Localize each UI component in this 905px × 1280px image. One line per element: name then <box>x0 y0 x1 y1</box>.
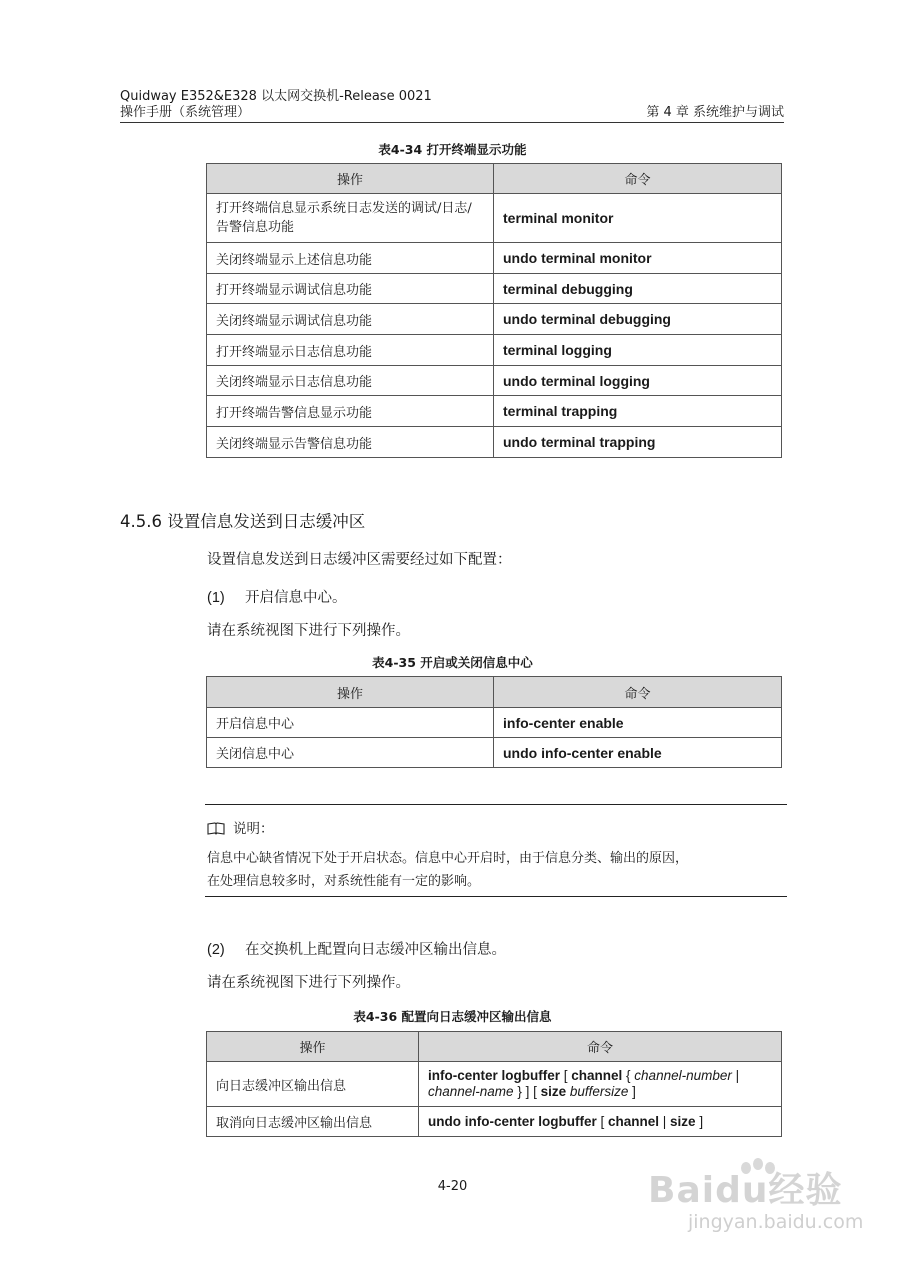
column-header-command: 命令 <box>494 677 782 708</box>
header-title: Quidway E352&E328 以太网交换机-Release 0021 <box>120 89 432 104</box>
baidu-watermark-text: Baidu经验 <box>648 1170 843 1211</box>
table-36-caption: 表4-36 配置向日志缓冲区输出信息 <box>353 1009 552 1024</box>
step-1-number: (1) <box>207 590 225 606</box>
baidu-watermark-url: jingyan.baidu.com <box>688 1211 864 1233</box>
operation-cell: 关闭终端显示日志信息功能 <box>207 366 494 396</box>
operation-cell: 打开终端信息显示系统日志发送的调试/日志/告警信息功能 <box>207 194 494 243</box>
table-row <box>207 1062 782 1107</box>
step-1-instruction: 请在系统视图下进行下列操作。 <box>207 623 410 639</box>
table-row <box>207 335 782 366</box>
table-row <box>207 274 782 304</box>
table-row <box>207 194 782 243</box>
step-2-text: 在交换机上配置向日志缓冲区输出信息。 <box>245 942 506 958</box>
command-syntax: [ <box>596 1114 608 1129</box>
operation-cell: 关闭终端显示调试信息功能 <box>207 304 494 335</box>
operation-cell: 关闭终端显示上述信息功能 <box>207 243 494 274</box>
command-cell: undo info-center enable <box>494 738 782 768</box>
command-parameter: channel-name <box>428 1084 514 1099</box>
step-1-text: 开启信息中心。 <box>245 590 347 606</box>
command-cell: undo terminal logging <box>494 366 782 396</box>
column-header-command: 命令 <box>419 1032 782 1062</box>
command-syntax: ] <box>628 1084 636 1099</box>
command-keyword: channel <box>608 1114 660 1129</box>
operation-cell: 打开终端告警信息显示功能 <box>207 396 494 427</box>
command-cell: terminal logging <box>494 335 782 366</box>
column-header-operation: 操作 <box>207 164 494 194</box>
baidu-watermark-logo <box>648 1162 842 1213</box>
column-header-command: 命令 <box>494 164 782 194</box>
table-row <box>207 396 782 427</box>
table-row <box>207 1107 782 1137</box>
command-keyword: size <box>540 1084 567 1099</box>
command-cell: undo terminal monitor <box>494 243 782 274</box>
operation-cell: 关闭信息中心 <box>207 738 494 768</box>
header-chapter: 第 4 章 系统维护与调试 <box>646 105 784 120</box>
command-keyword: size <box>670 1114 696 1129</box>
table-row <box>207 708 782 738</box>
note-line-2: 在处理信息较多时，对系统性能有一定的影响。 <box>207 874 481 889</box>
operation-cell: 关闭终端显示告警信息功能 <box>207 427 494 458</box>
command-keyword: info-center logbuffer <box>428 1068 560 1083</box>
command-cell: terminal trapping <box>494 396 782 427</box>
command-cell: terminal monitor <box>494 194 782 243</box>
step-1 <box>207 586 347 607</box>
command-cell: undo terminal trapping <box>494 427 782 458</box>
command-keyword: undo info-center logbuffer <box>428 1114 597 1129</box>
operation-cell: 取消向日志缓冲区输出信息 <box>207 1107 419 1137</box>
command-cell <box>419 1107 782 1137</box>
section-heading: 4.5.6 设置信息发送到日志缓冲区 <box>120 512 366 531</box>
header-rule <box>120 122 784 123</box>
step-2-number: (2) <box>207 942 225 958</box>
operation-cell: 打开终端显示日志信息功能 <box>207 335 494 366</box>
command-syntax: ] <box>695 1114 704 1129</box>
command-keyword: channel <box>571 1068 623 1083</box>
table-36 <box>206 1031 782 1137</box>
note-line-1: 信息中心缺省情况下处于开启状态。信息中心开启时，由于信息分类、输出的原因， <box>207 851 689 866</box>
command-cell: terminal debugging <box>494 274 782 304</box>
table-35 <box>206 676 782 768</box>
column-header-operation: 操作 <box>207 1032 419 1062</box>
page-number: 4-20 <box>437 1179 468 1194</box>
column-header-operation: 操作 <box>207 677 494 708</box>
command-syntax: | <box>731 1068 740 1083</box>
command-parameter: channel-number <box>634 1068 732 1083</box>
table-header-row <box>207 677 782 708</box>
section-intro: 设置信息发送到日志缓冲区需要经过如下配置： <box>207 552 512 568</box>
operation-cell: 打开终端显示调试信息功能 <box>207 274 494 304</box>
command-syntax: [ <box>560 1068 572 1083</box>
table-34 <box>206 163 782 458</box>
step-2 <box>207 938 506 959</box>
step-2-instruction: 请在系统视图下进行下列操作。 <box>207 975 410 991</box>
table-row <box>207 366 782 396</box>
note-title-text: 说明： <box>233 821 274 837</box>
table-row <box>207 243 782 274</box>
command-syntax: { <box>622 1068 635 1083</box>
table-header-row <box>207 164 782 194</box>
table-row <box>207 304 782 335</box>
operation-cell: 向日志缓冲区输出信息 <box>207 1062 419 1107</box>
command-cell <box>419 1062 782 1107</box>
book-icon <box>207 822 225 835</box>
command-parameter: buffersize <box>569 1084 629 1099</box>
note-top-rule <box>205 804 787 805</box>
operation-cell: 开启信息中心 <box>207 708 494 738</box>
note-bottom-rule <box>205 896 787 897</box>
note-title <box>207 817 274 837</box>
header-manual: 操作手册（系统管理） <box>120 105 251 120</box>
table-header-row <box>207 1032 782 1062</box>
command-syntax: | <box>659 1114 671 1129</box>
table-35-caption: 表4-35 开启或关闭信息中心 <box>372 655 533 670</box>
command-syntax: } ] [ <box>513 1084 541 1099</box>
table-row <box>207 738 782 768</box>
table-34-caption: 表4-34 打开终端显示功能 <box>378 142 527 157</box>
table-row <box>207 427 782 458</box>
command-cell: undo terminal debugging <box>494 304 782 335</box>
command-cell: info-center enable <box>494 708 782 738</box>
